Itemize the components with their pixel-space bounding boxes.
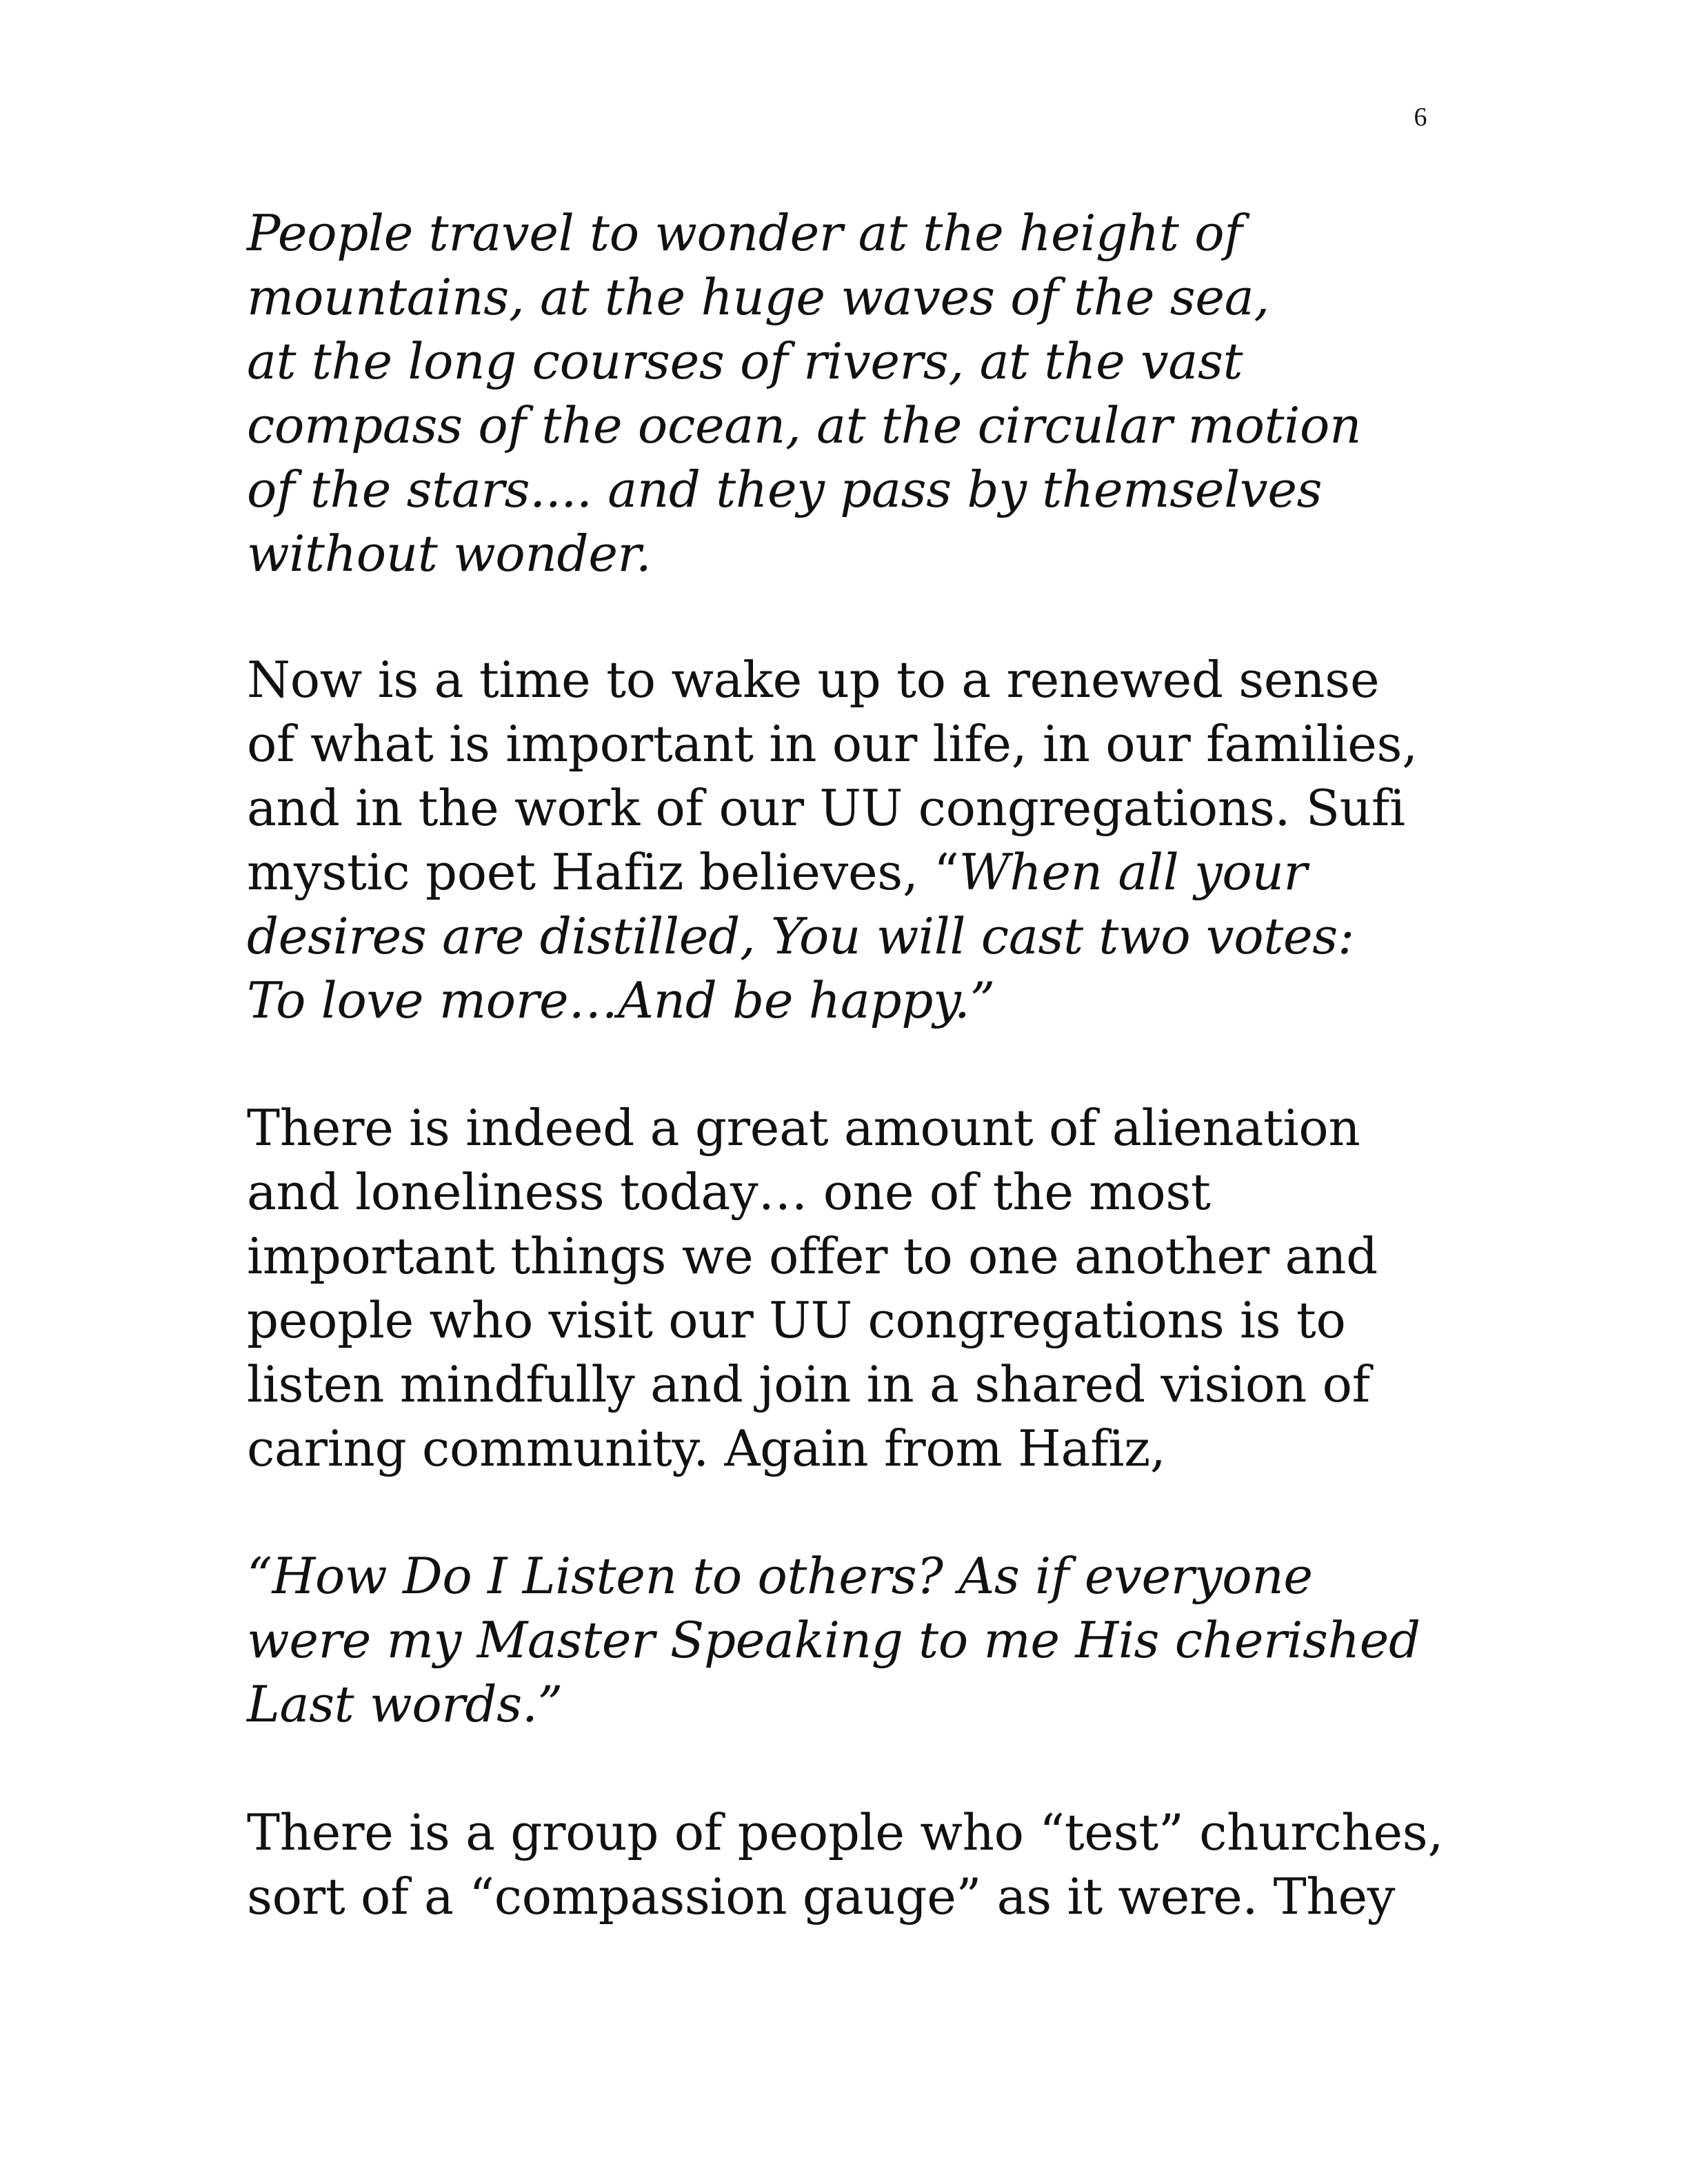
paragraph-alienation [247,1096,1571,1481]
quote-paragraph-travel [247,201,1571,586]
page-number: 6 [1414,103,1427,132]
quote-paragraph-listen [247,1544,1571,1737]
hafiz-quote-line: desires are distilled, You will cast two votes: [247,907,1354,965]
text-line [247,840,1571,904]
text-line: caring community. Again from Hafiz, [247,1419,1166,1477]
text-line: “How Do I Listen to others? As if everyone [247,1547,1313,1605]
text-line: sort of a “compassion gauge” as it were. They [247,1868,1396,1925]
text-line: compass of the ocean, at the circular motion [247,396,1362,454]
text-line: listen mindfully and join in a shared vision of [247,1355,1370,1413]
text-line: of the stars.... and they pass by themselves [247,461,1323,518]
text-line: mountains, at the huge waves of the sea, [247,268,1269,326]
text-line: There is a group of people who “test” churches, [247,1803,1444,1861]
text-line: Now is a time to wake up to a renewed sense [247,651,1380,709]
text-line: of what is important in our life, in our families, [247,715,1418,773]
text-line: important things we offer to one another and [247,1227,1378,1285]
text-line: were my Master Speaking to me His cherished [247,1611,1420,1669]
text-line: and loneliness today… one of the most [247,1163,1211,1221]
text-line: People travel to wonder at the height of [247,204,1243,262]
paragraph-test-churches [247,1801,1571,1929]
hafiz-quote-start: When all your [958,843,1307,901]
text-line: There is indeed a great amount of alienation [247,1099,1360,1157]
text-line: without wonder. [247,525,652,583]
paragraph-wake-up [247,648,1571,1033]
text-line: and in the work of our UU congregations. Sufi [247,779,1405,837]
text-line: Last words.” [247,1675,563,1733]
hafiz-quote-line: To love more…And be happy.” [247,971,995,1029]
text-line: at the long courses of rivers, at the vast [247,332,1243,390]
text-segment: mystic poet Hafiz believes, “ [247,843,959,901]
text-line: people who visit our UU congregations is to [247,1291,1346,1349]
